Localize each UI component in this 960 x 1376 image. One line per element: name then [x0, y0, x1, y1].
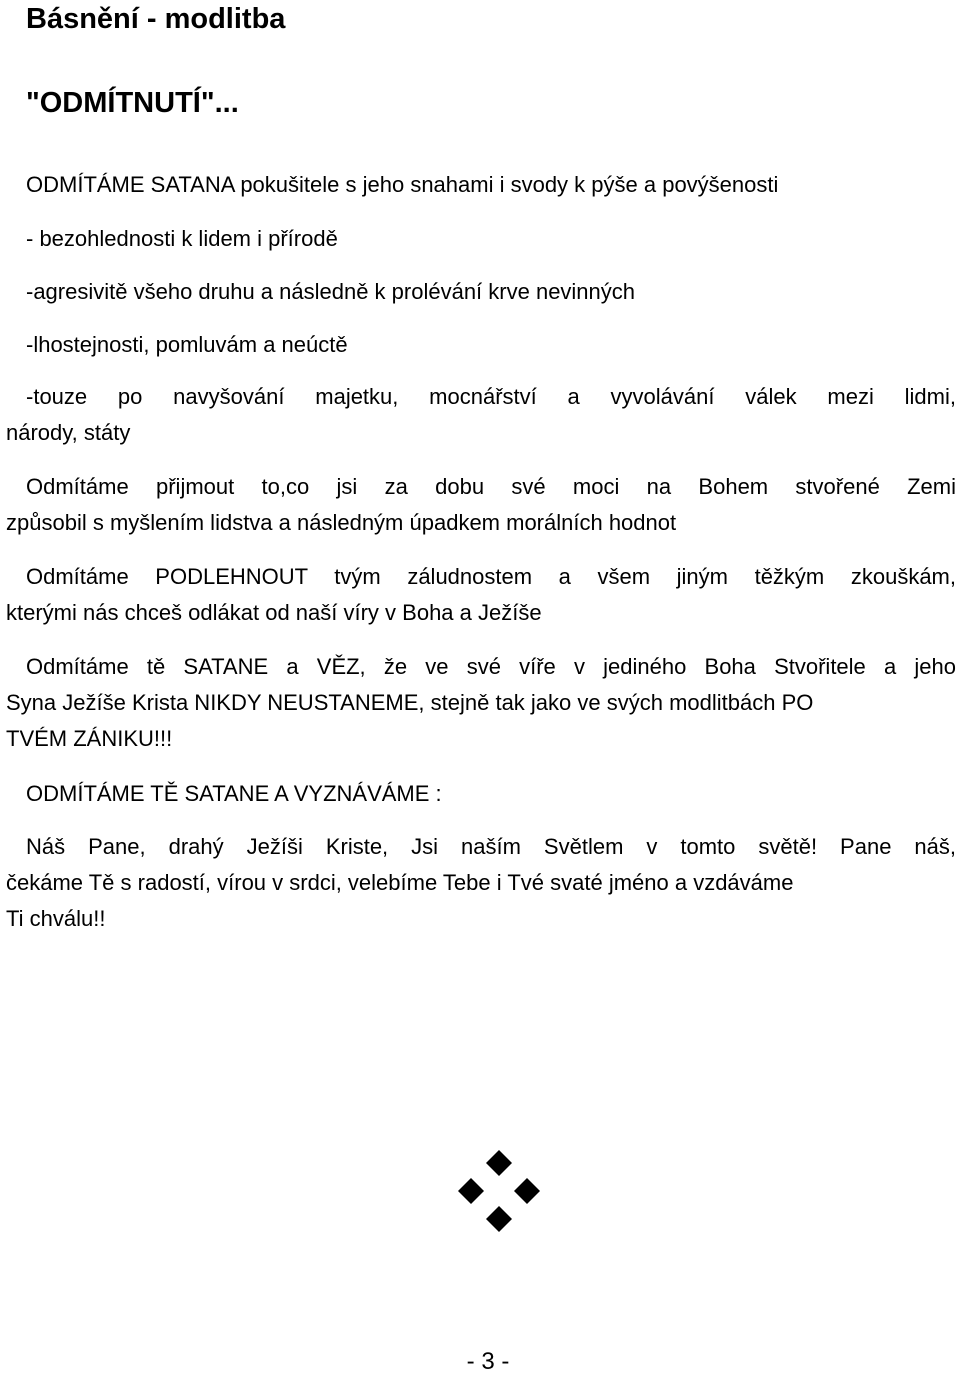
poem-line: - bezohlednosti k lidem i přírodě [26, 226, 338, 251]
prayer-middle-line: čekáme Tě s radostí, vírou v srdci, velebíme Tebe i Tvé svaté jméno a vzdáváme [6, 870, 794, 895]
poem-paragraph [6, 469, 956, 541]
poem-paragraph [6, 559, 956, 631]
poem-paragraph [6, 379, 956, 451]
declaration-line: ODMÍTÁME TĚ SATANE A VYZNÁVÁME : [26, 781, 442, 806]
paragraph-first-line: Odmítáme PODLEHNOUT tvým záludnostem a všem jiným těžkým zkouškám, [26, 564, 956, 589]
poem-line: ODMÍTÁME SATANA pokušitele s jeho snahami i svody k pýše a povýšenosti [26, 172, 779, 197]
prayer-last-line: Ti chválu!! [6, 906, 106, 931]
prayer-first-line: Náš Pane, drahý Ježíši Kriste, Jsi naším Světlem v tomto světě! Pane náš, [26, 834, 956, 859]
page-number: - 3 - [466, 1348, 510, 1375]
paragraph-last-line: TVÉM ZÁNIKU!!! [6, 726, 173, 751]
paragraph-first-line: Odmítáme tě SATANE a VĚZ, že ve své víře v jediného Boha Stvořitele a jeho [26, 654, 956, 679]
poem-line: -lhostejnosti, pomluvám a neúctě [26, 332, 348, 357]
paragraph-first-line: Odmítáme přijmout to,co jsi za dobu své moci na Bohem stvořené Zemi [26, 474, 956, 499]
paragraph-last-line: způsobil s myšlením lidstva a následným úpadkem morálních hodnot [6, 510, 677, 535]
four-diamond-ornament-icon [458, 1150, 540, 1232]
prayer-paragraph [6, 829, 956, 937]
section-title: Básnění - modlitba [26, 3, 286, 35]
poem-line: -agresivitě všeho druhu a následně k prolévání krve nevinných [26, 279, 636, 304]
poem-paragraph [6, 649, 956, 757]
paragraph-first-line: -touze po navyšování majetku, mocnářství a vyvolávání válek mezi lidmi, [26, 384, 956, 409]
paragraph-last-line: kterými nás chceš odlákat od naší víry v Boha a Ježíše [6, 600, 542, 625]
poem-title: "ODMÍTNUTÍ"... [26, 87, 239, 119]
paragraph-last-line: národy, státy [6, 420, 131, 445]
paragraph-middle-line: Syna Ježíše Krista NIKDY NEUSTANEME, stejně tak jako ve svých modlitbách PO [6, 690, 814, 715]
